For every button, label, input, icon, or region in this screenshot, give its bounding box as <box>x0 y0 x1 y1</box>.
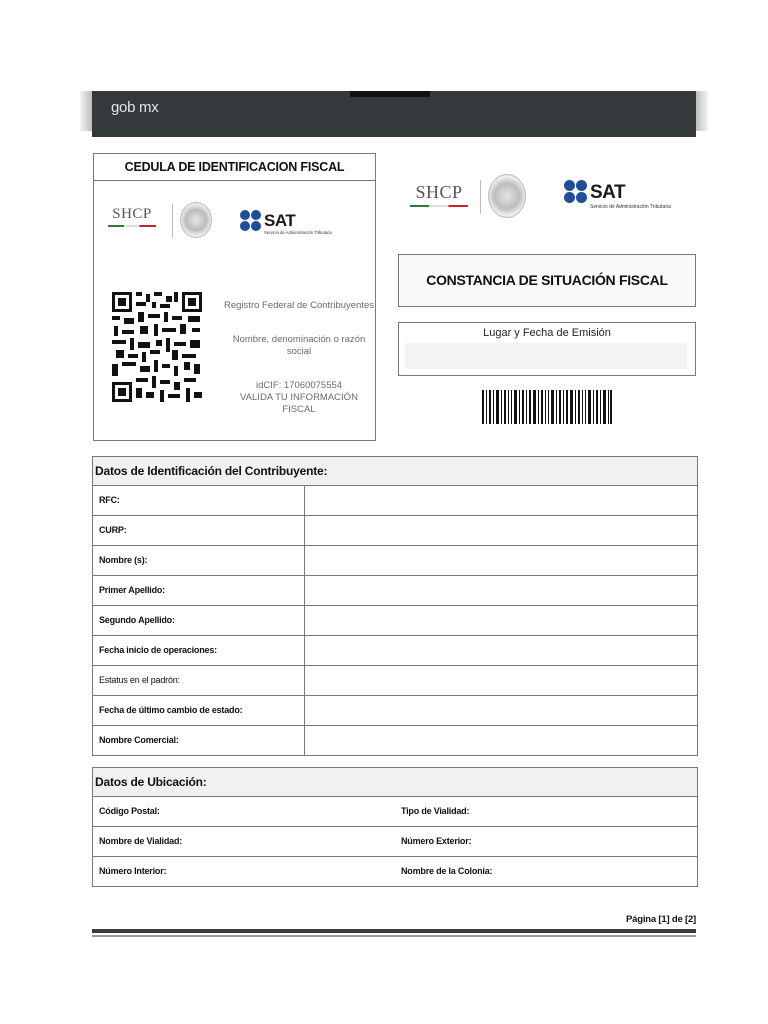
barcode-icon <box>482 390 612 424</box>
sat-dots-icon <box>564 180 586 202</box>
header-shadow-right <box>696 91 708 131</box>
row-value <box>305 546 697 575</box>
shcp-logo-large: SHCP <box>404 182 474 209</box>
logo-divider <box>480 180 481 214</box>
footer-divider-light <box>92 935 696 937</box>
row-value <box>305 516 697 545</box>
cedula-card <box>93 153 376 441</box>
row-label: Fecha de último cambio de estado: <box>93 696 305 725</box>
lugar-fecha-label: Lugar y Fecha de Emisión <box>483 327 611 339</box>
constancia-title: CONSTANCIA DE SITUACIÓN FISCAL <box>398 254 696 307</box>
row-label: Código Postal: <box>99 806 160 816</box>
sat-logo: SAT Servicio de Administración Tributaria <box>564 180 698 214</box>
row-value <box>305 606 697 635</box>
lugar-fecha-box <box>398 322 696 376</box>
row-value <box>305 726 697 755</box>
sat-dots-icon <box>240 210 262 232</box>
table-row <box>93 797 697 827</box>
sat-logo: SAT Servicio de Administración Tributaria <box>240 210 370 240</box>
row-value <box>305 576 697 605</box>
table-row <box>93 516 697 546</box>
lugar-fecha-value <box>405 343 687 369</box>
table-row <box>93 857 697 886</box>
row-label: Nombre de Vialidad: <box>99 836 183 846</box>
rfc-caption: Registro Federal de Contribuyentes <box>224 300 374 311</box>
row-value <box>305 486 697 515</box>
table-row <box>93 666 697 696</box>
footer-divider <box>92 929 696 933</box>
cedula-logos <box>94 192 375 252</box>
logo-divider <box>172 204 173 238</box>
idcif-text: idCIF: 17060075554 <box>255 380 343 391</box>
valida-text: VALIDA TU INFORMACIÓN FISCAL <box>240 392 358 415</box>
row-value <box>305 696 697 725</box>
header-notch <box>350 91 430 97</box>
gob-mx-logo: gob mx <box>111 99 159 116</box>
row-label: RFC: <box>93 486 305 515</box>
header-logos <box>398 160 698 234</box>
ubicacion-title: Datos de Ubicación: <box>93 768 697 797</box>
row-label: CURP: <box>93 516 305 545</box>
table-row <box>93 606 697 636</box>
cedula-title: CEDULA DE IDENTIFICACION FISCAL <box>94 154 375 181</box>
gob-header-bar <box>92 91 696 137</box>
table-row <box>93 696 697 726</box>
row-label: Fecha inicio de operaciones: <box>93 636 305 665</box>
row-label: Nombre de la Colonia: <box>401 866 493 876</box>
table-row <box>93 636 697 666</box>
table-row <box>93 726 697 755</box>
mexico-seal-icon <box>488 174 526 218</box>
row-label: Número Exterior: <box>401 836 472 846</box>
page-number: Página [1] de [2] <box>626 914 696 925</box>
table-row <box>93 576 697 606</box>
row-label: Segundo Apellido: <box>93 606 305 635</box>
row-label: Número Interior: <box>99 866 167 876</box>
table-row <box>93 486 697 516</box>
cedula-info <box>224 300 374 416</box>
row-label: Nombre Comercial: <box>93 726 305 755</box>
row-value <box>305 636 697 665</box>
qr-code-icon <box>110 290 204 404</box>
shcp-logo: SHCP <box>102 206 162 234</box>
nombre-caption: Nombre, denominación o razón social <box>232 334 366 357</box>
row-label: Nombre (s): <box>93 546 305 575</box>
row-value <box>305 666 697 695</box>
identificacion-section <box>92 456 698 756</box>
header-shadow-left <box>80 91 92 131</box>
row-label: Primer Apellido: <box>93 576 305 605</box>
table-row <box>93 546 697 576</box>
identificacion-title: Datos de Identificación del Contribuyente: <box>93 457 697 486</box>
row-label: Tipo de Vialidad: <box>401 806 470 816</box>
mexico-seal-icon <box>180 202 212 238</box>
row-label: Estatus en el padrón: <box>93 666 305 695</box>
table-row <box>93 827 697 857</box>
ubicacion-section <box>92 767 698 887</box>
